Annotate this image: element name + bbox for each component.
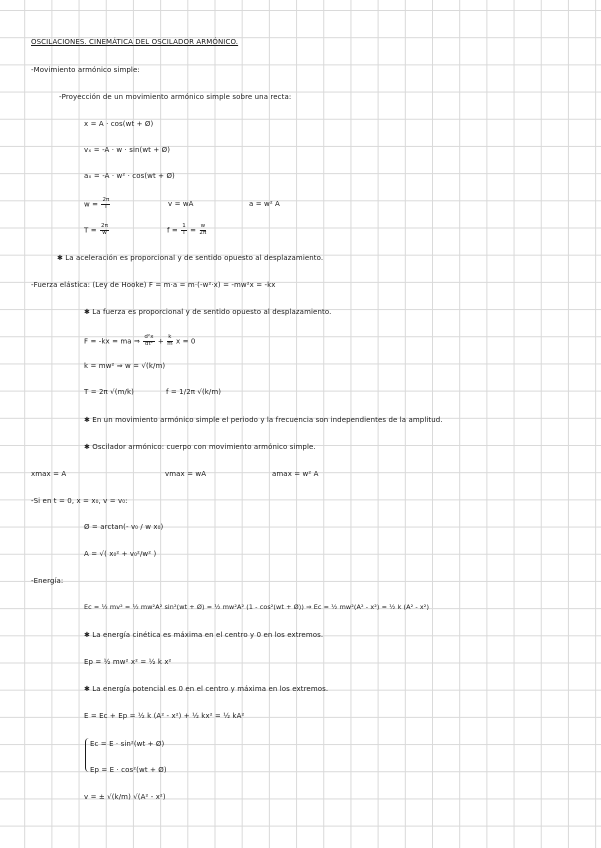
heading-hooke: -Fuerza elástica: (Ley de Hooke) F = m·a = m·(-w²·x) = -mw²x = -kx (31, 281, 276, 289)
eq-xmax: xmax = A (31, 470, 67, 478)
eq-frequency-num-2: w (200, 223, 206, 229)
eq-frequency-den-1: T (182, 229, 186, 236)
eq-vmax: vmax = wA (165, 470, 207, 478)
eq-differential-rhs: x = 0 (176, 337, 196, 346)
eq-phase: Ø = arctan(- v₀ / w x₀) (84, 523, 164, 531)
eq-period-lhs: T = (84, 226, 97, 235)
eq-omega-den: T (104, 203, 108, 210)
eq-differential-den-2: m (167, 340, 173, 347)
eq-differential-den-1: dt² (144, 340, 154, 347)
eq-frequency-lhs: f = (167, 226, 178, 235)
eq-differential (84, 335, 195, 348)
eq-period-den: w (102, 229, 107, 236)
note-force: ✱ La fuerza es proporcional y de sentido opuesto al desplazamiento. (84, 308, 332, 316)
eq-differential-lhs: F = -kx = ma ⇒ (84, 337, 140, 346)
eq-amax: amax = w² A (272, 470, 319, 478)
eq-period-num: 2π (101, 223, 109, 229)
eq-position: x = A · cos(wt + Ø) (84, 120, 154, 128)
eq-omega-num: 2π (102, 197, 110, 203)
eq-velocity-position: v = ± √(k/m) √(A² - x²) (84, 793, 166, 801)
eq-frequency-num-1: 1 (182, 223, 186, 229)
eq-frequency-fraction-1 (181, 224, 187, 237)
eq-total-energy: E = Ec + Ep = ½ k (A² - x²) + ½ kx² = ½ kA² (84, 712, 245, 720)
eq-ec-system: Ec = E · sin²(wt + Ø) (90, 740, 165, 748)
eq-differential-num-2: k (168, 334, 172, 340)
eq-frequency-den-2: 2π (199, 229, 207, 236)
eq-differential-plus: + (157, 337, 164, 346)
eq-potential-energy: Ep = ½ mw² x² = ½ k x² (84, 658, 172, 666)
heading-initial-conditions: -Si en t = 0, x = x₀, v = v₀: (31, 497, 128, 505)
eq-differential-num-1: d²x (144, 334, 154, 340)
note-potential: ✱ La energía potencial es 0 en el centro y máxima en los extremos. (84, 685, 329, 693)
eq-differential-fraction-2 (167, 335, 172, 348)
note-oscillator: ✱ Oscilador armónico: cuerpo con movimiento armónico simple. (84, 443, 316, 451)
heading-mas: -Movimiento armónico simple: (31, 66, 140, 74)
page-title: OSCILACIONES. CINEMÁTICA DEL OSCILADOR ARMÓNICO. (31, 38, 239, 46)
note-amplitude: ✱ En un movimiento armónico simple el periodo y la frecuencia son independientes de la amplitud. (84, 416, 443, 424)
heading-energy: -Energía: (31, 577, 64, 585)
eq-a-w2a: a = w² A (249, 200, 280, 208)
eq-v-wa: v = wA (168, 200, 194, 208)
note-kinetic: ✱ La energía cinética es máxima en el centro y 0 en los extremos. (84, 631, 324, 639)
eq-k: k = mw² ⇒ w = √(k/m) (84, 362, 166, 370)
eq-frequency-fraction-2 (199, 224, 206, 237)
note-acceleration: ✱ La aceleración es proporcional y de sentido opuesto al desplazamiento. (57, 254, 324, 262)
eq-frequency-k: f = 1/2π √(k/m) (166, 388, 222, 396)
eq-omega-fraction (101, 198, 110, 211)
eq-period-k: T = 2π √(m/k) (84, 388, 134, 396)
eq-kinetic-energy: Ec = ½ mv² = ½ mw²A² sin²(wt + Ø) = ½ mw²A² (1 - cos²(wt + Ø)) ⇒ Ec = ½ mw²(A² - x²) = ½ k (A² - x²) (84, 603, 430, 611)
eq-acceleration: aₓ = -A · w² · cos(wt + Ø) (84, 172, 175, 180)
eq-period-fraction (100, 224, 109, 237)
eq-frequency-equals: = (190, 226, 197, 235)
eq-differential-fraction-1 (143, 335, 154, 348)
heading-projection: -Proyección de un movimiento armónico simple sobre una recta: (59, 93, 292, 101)
eq-velocity: vₓ = -A · w · sin(wt + Ø) (84, 146, 171, 154)
eq-frequency (167, 224, 207, 237)
eq-omega-lhs: w = (84, 200, 99, 209)
eq-amplitude: A = √( x₀² + v₀²/w² ) (84, 550, 157, 558)
eq-period (84, 224, 110, 237)
eq-ep-system: Ep = E · cos²(wt + Ø) (90, 766, 167, 774)
eq-omega (84, 198, 111, 211)
